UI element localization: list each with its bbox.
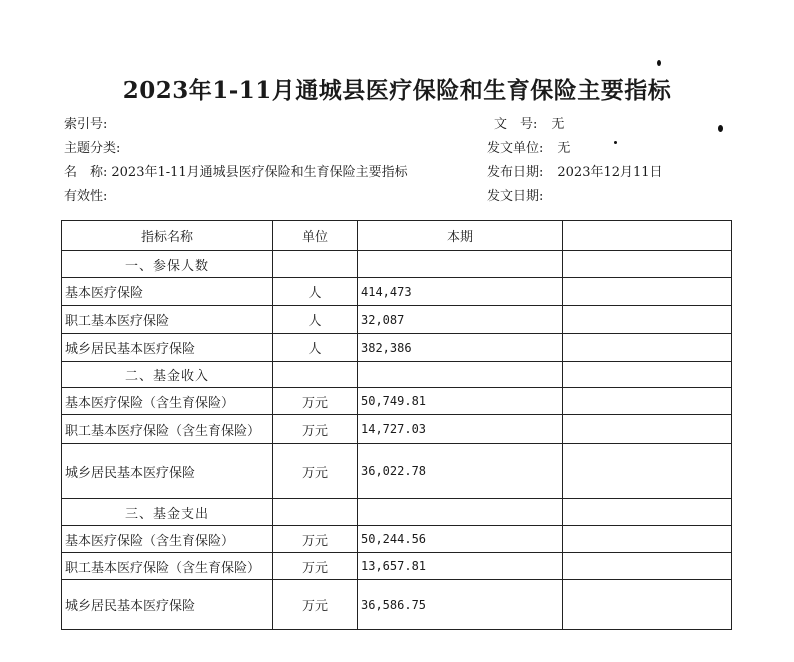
- meta-publish-date-value: 2023年12月11日: [557, 165, 663, 180]
- table-row: [62, 278, 732, 306]
- table-section-row: [62, 362, 732, 388]
- unit-cell: 万元: [273, 580, 358, 630]
- indicator-table-body: [62, 221, 732, 630]
- meta-issue-date: [487, 185, 547, 204]
- meta-index-label: 索引号:: [64, 117, 108, 132]
- value-cell: [358, 499, 563, 526]
- value-cell: [358, 362, 563, 388]
- indicator-name-cell: 基本医疗保险（含生育保险）: [62, 388, 273, 415]
- meta-name-value: 2023年1-11月通城县医疗保险和生育保险主要指标: [111, 165, 408, 180]
- meta-issuer: [487, 137, 570, 156]
- section-title: 三、基金支出: [62, 499, 273, 526]
- unit-cell: [273, 362, 358, 388]
- blank-cell: [563, 580, 732, 630]
- unit-cell: [273, 251, 358, 278]
- value-cell: 13,657.81: [358, 553, 563, 580]
- blank-cell: [563, 499, 732, 526]
- unit-cell: [273, 499, 358, 526]
- blank-cell: [563, 362, 732, 388]
- indicator-name-cell: 职工基本医疗保险（含生育保险）: [62, 415, 273, 444]
- table-section-row: [62, 499, 732, 526]
- meta-publish-date-label: 发布日期:: [487, 165, 544, 180]
- value-cell: 36,586.75: [358, 580, 563, 630]
- unit-cell: 万元: [273, 553, 358, 580]
- value-cell: 32,087: [358, 306, 563, 334]
- table-row: [62, 306, 732, 334]
- value-cell: 50,244.56: [358, 526, 563, 553]
- indicator-name-cell: 基本医疗保险: [62, 278, 273, 306]
- section-title: 二、基金收入: [62, 362, 273, 388]
- table-row: [62, 444, 732, 499]
- header-unit: 单位: [273, 221, 358, 251]
- value-cell: 382,386: [358, 334, 563, 362]
- meta-doc-no-value: 无: [551, 117, 565, 132]
- table-row: [62, 388, 732, 415]
- meta-issue-date-label: 发文日期:: [487, 189, 544, 204]
- scan-speck: [614, 141, 617, 144]
- value-cell: 414,473: [358, 278, 563, 306]
- table-row: [62, 334, 732, 362]
- meta-index: [64, 113, 111, 132]
- unit-cell: 人: [273, 306, 358, 334]
- scan-speck: [718, 125, 723, 132]
- indicator-table: [61, 220, 732, 630]
- meta-category: [64, 137, 124, 156]
- meta-name: [64, 161, 408, 180]
- blank-cell: [563, 526, 732, 553]
- blank-cell: [563, 553, 732, 580]
- header-indicator-name: 指标名称: [62, 221, 273, 251]
- meta-doc-no-label: 文 号:: [494, 117, 538, 132]
- unit-cell: 万元: [273, 444, 358, 499]
- blank-cell: [563, 306, 732, 334]
- document-title: 2023年1-11月通城县医疗保险和生育保险主要指标: [122, 77, 672, 104]
- table-row: [62, 415, 732, 444]
- indicator-name-cell: 城乡居民基本医疗保险: [62, 580, 273, 630]
- table-section-row: [62, 251, 732, 278]
- scan-speck: [657, 60, 661, 66]
- header-current-period: 本期: [358, 221, 563, 251]
- indicator-name-cell: 职工基本医疗保险: [62, 306, 273, 334]
- indicator-name-cell: 城乡居民基本医疗保险: [62, 334, 273, 362]
- section-title: 一、参保人数: [62, 251, 273, 278]
- indicator-name-cell: 基本医疗保险（含生育保险）: [62, 526, 273, 553]
- table-row: [62, 580, 732, 630]
- unit-cell: 人: [273, 278, 358, 306]
- meta-doc-no: [494, 113, 564, 132]
- table-row: [62, 526, 732, 553]
- blank-cell: [563, 444, 732, 499]
- table-row: [62, 553, 732, 580]
- unit-cell: 人: [273, 334, 358, 362]
- meta-issuer-value: 无: [557, 141, 571, 156]
- table-header-row: [62, 221, 732, 251]
- meta-validity-label: 有效性:: [64, 189, 108, 204]
- meta-name-label: 名 称:: [64, 165, 108, 180]
- value-cell: [358, 251, 563, 278]
- unit-cell: 万元: [273, 388, 358, 415]
- header-blank: [563, 221, 732, 251]
- blank-cell: [563, 334, 732, 362]
- value-cell: 36,022.78: [358, 444, 563, 499]
- meta-category-label: 主题分类:: [64, 141, 121, 156]
- value-cell: 50,749.81: [358, 388, 563, 415]
- blank-cell: [563, 278, 732, 306]
- unit-cell: 万元: [273, 526, 358, 553]
- indicator-name-cell: 城乡居民基本医疗保险: [62, 444, 273, 499]
- meta-issuer-label: 发文单位:: [487, 141, 544, 156]
- blank-cell: [563, 251, 732, 278]
- meta-publish-date: [487, 161, 663, 180]
- blank-cell: [563, 415, 732, 444]
- value-cell: 14,727.03: [358, 415, 563, 444]
- indicator-name-cell: 职工基本医疗保险（含生育保险）: [62, 553, 273, 580]
- blank-cell: [563, 388, 732, 415]
- unit-cell: 万元: [273, 415, 358, 444]
- meta-validity: [64, 185, 111, 204]
